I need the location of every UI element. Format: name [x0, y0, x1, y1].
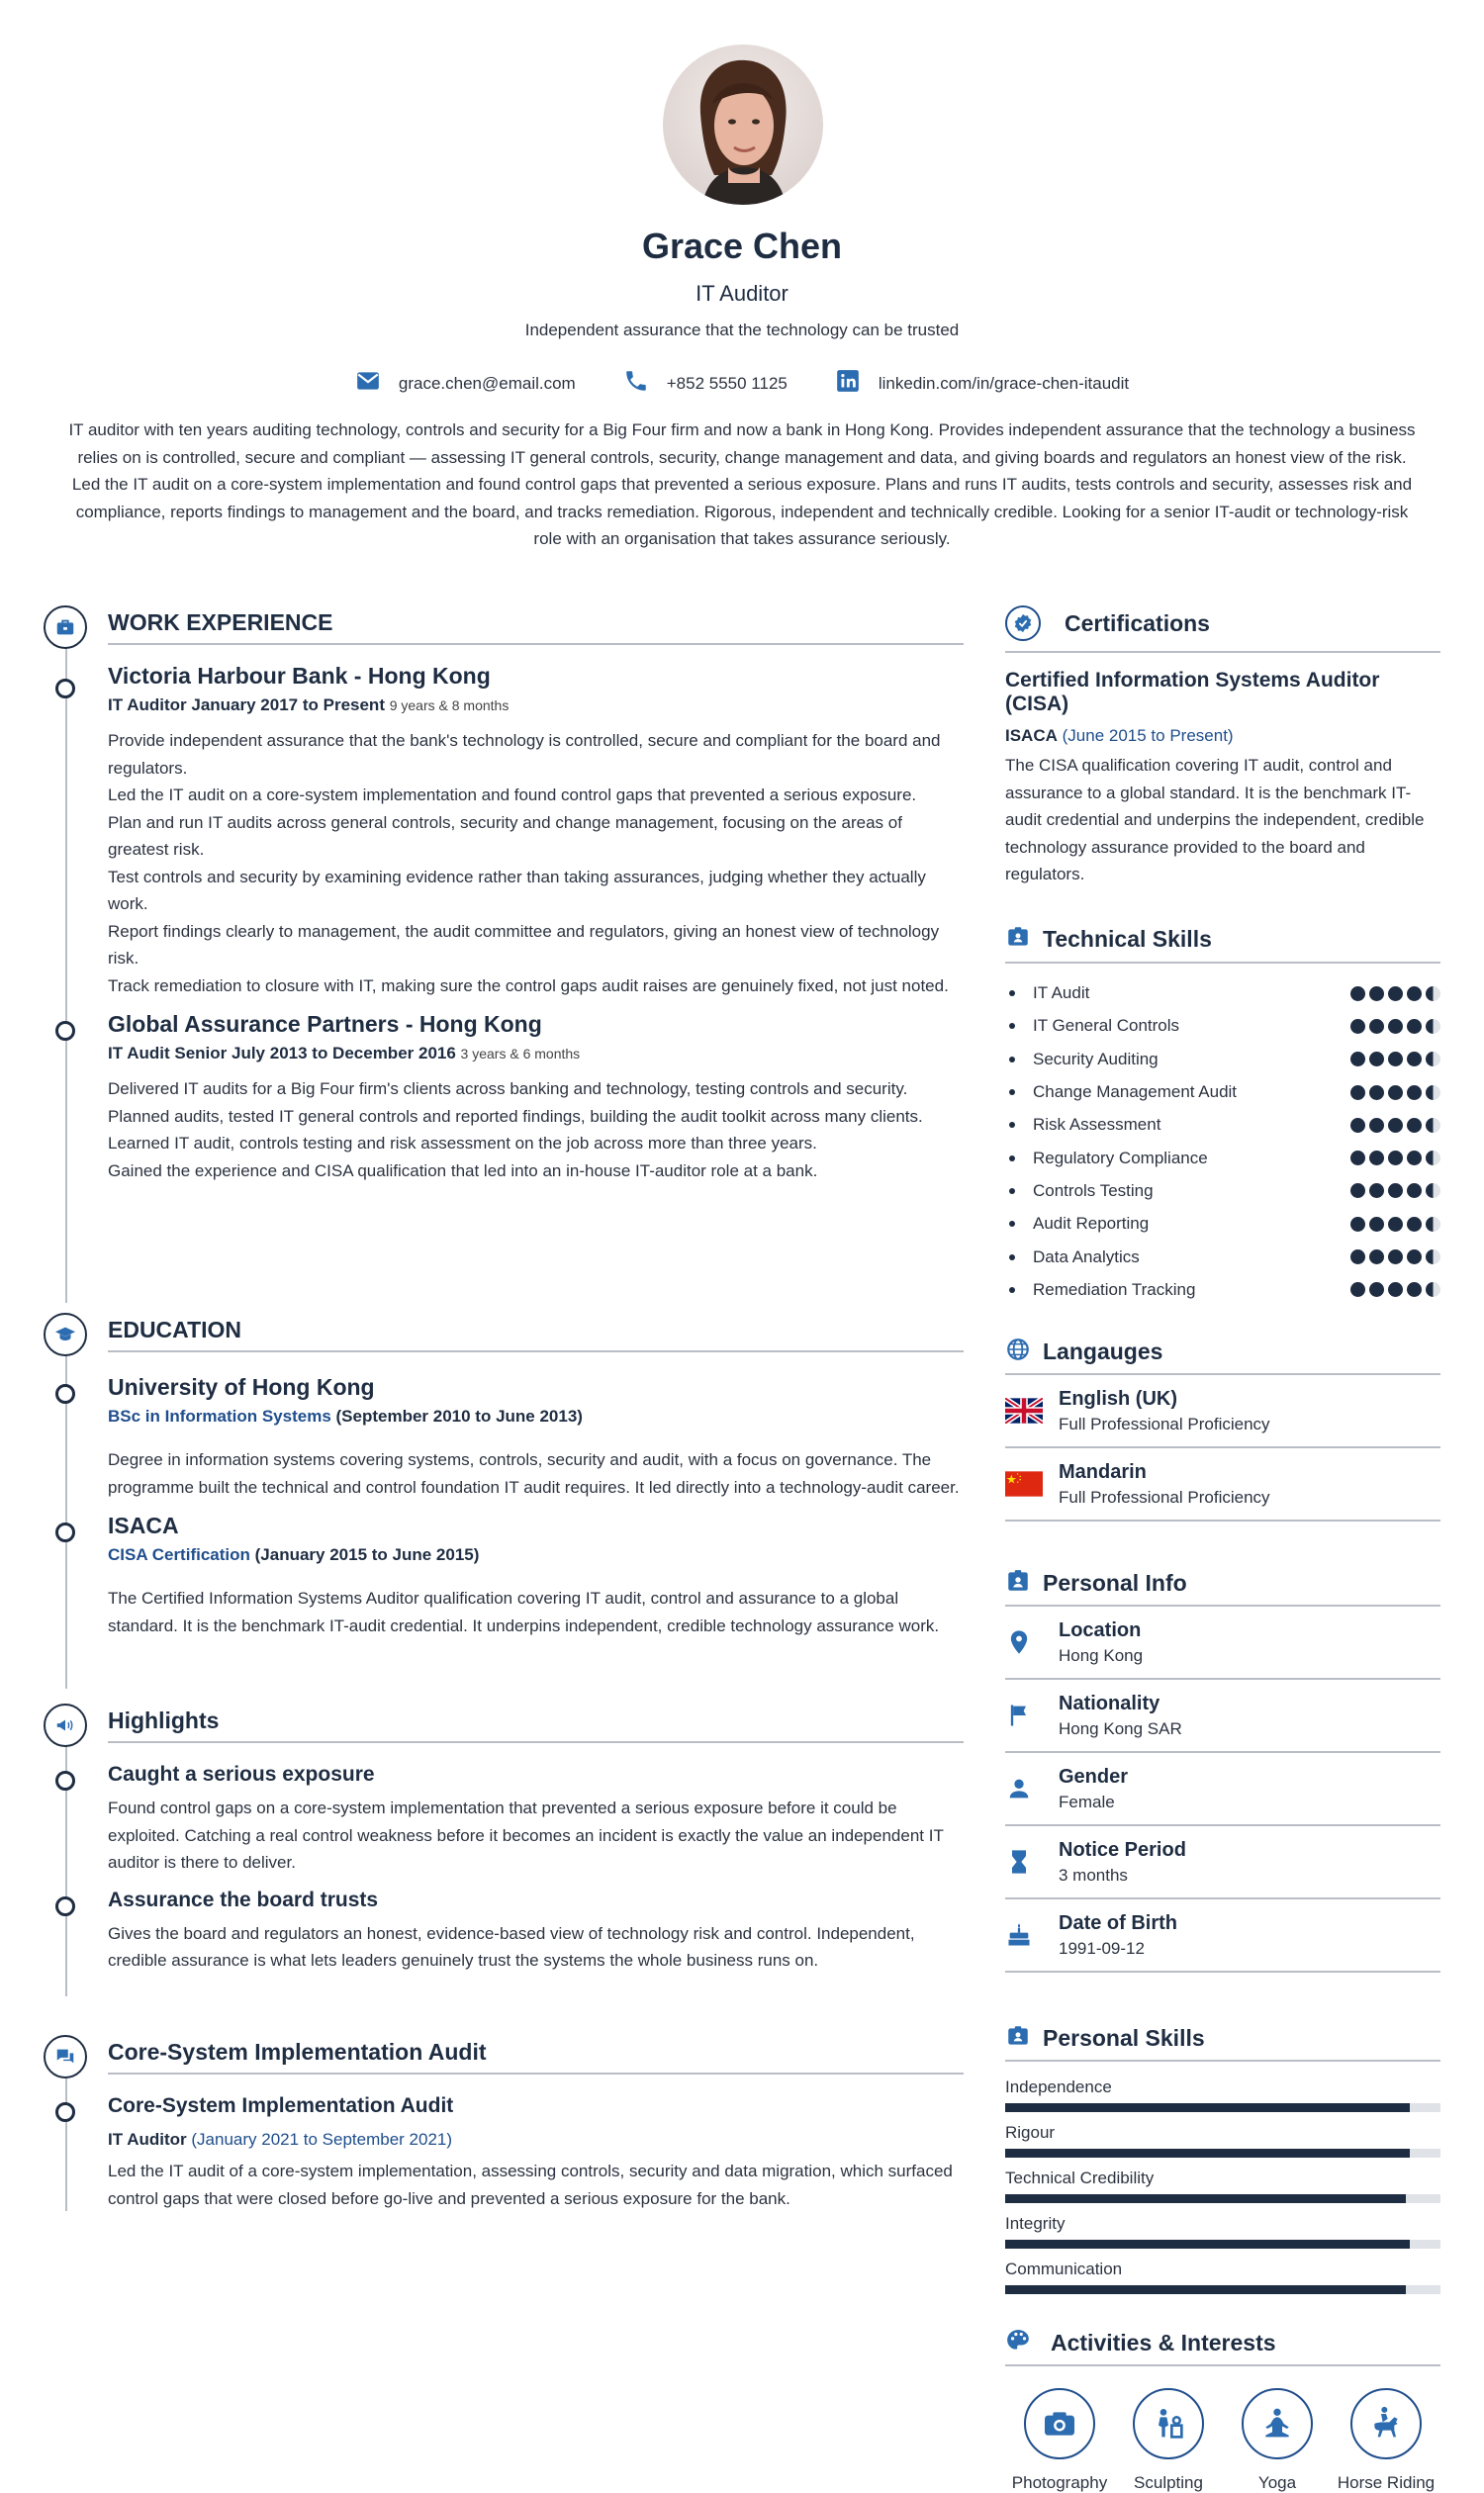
skill-rating: [1350, 1052, 1440, 1066]
personal-skill-bar: [1005, 2149, 1440, 2158]
skill-name: IT Audit: [1005, 983, 1089, 1003]
school-name: University of Hong Kong: [108, 1374, 375, 1400]
education-entry: [44, 1513, 964, 1639]
language-name: Mandarin: [1059, 1460, 1147, 1483]
skill-name: Audit Reporting: [1005, 1214, 1149, 1234]
uk-flag-icon: [1005, 1398, 1043, 1424]
skill-item: [1005, 1142, 1440, 1174]
project-description: Led the IT audit of a core-system implementation, assessing controls, security and data migration, which surfaced control gaps that were closed before go-live and prevented a serious exposure for the bank.: [108, 2162, 953, 2208]
left-column: [44, 601, 964, 2229]
info-label: Date of Birth: [1059, 1911, 1177, 1934]
personal-info-section: [1005, 1561, 1440, 1973]
technical-skills-list: [1005, 977, 1440, 1307]
badge-check-icon: [1005, 605, 1041, 641]
skill-item: [1005, 1241, 1440, 1273]
info-value: 3 months: [1059, 1865, 1128, 1885]
education-title: EDUCATION: [108, 1317, 242, 1342]
phone-text[interactable]: +852 5550 1125: [666, 373, 788, 393]
rating-dot: [1407, 1249, 1422, 1264]
globe-icon: [1005, 1337, 1043, 1367]
skill-rating: [1350, 1085, 1440, 1100]
job-role: IT Audit Senior: [108, 1044, 228, 1062]
personal-info-item: [1005, 1607, 1440, 1680]
personal-info-title: Personal Info: [1043, 1569, 1187, 1596]
education-section: [44, 1309, 964, 1700]
language-level: Full Professional Proficiency: [1059, 1487, 1270, 1507]
personal-skill-fill: [1005, 2240, 1410, 2249]
activities-title: Activities & Interests: [1051, 2329, 1276, 2355]
rating-dot: [1426, 1052, 1440, 1066]
contact-card-icon: [1005, 1568, 1043, 1599]
rating-dot: [1369, 1052, 1384, 1066]
rating-dot: [1407, 1052, 1422, 1066]
rating-dot: [1369, 1118, 1384, 1133]
job-entry: [44, 663, 964, 999]
skill-item: [1005, 977, 1440, 1010]
activity-item: [1332, 2388, 1440, 2493]
rating-dot: [1407, 1282, 1422, 1297]
job-bullet: Plan and run IT audits across general controls, security and change management, focusing on the areas of greatest risk.: [108, 812, 902, 859]
rating-dot: [1407, 986, 1422, 1001]
job-company: Victoria Harbour Bank - Hong Kong: [108, 663, 491, 689]
yoga-icon: [1242, 2388, 1313, 2459]
highlight-entry: [44, 1763, 964, 1877]
personal-skill-fill: [1005, 2285, 1406, 2294]
contact-phone[interactable]: [623, 368, 788, 399]
linkedin-text[interactable]: linkedin.com/in/grace-chen-itaudit: [878, 373, 1130, 393]
skill-item: [1005, 1208, 1440, 1241]
info-value: Hong Kong SAR: [1059, 1718, 1182, 1738]
personal-skill-bar: [1005, 2240, 1440, 2249]
contact-email[interactable]: [355, 368, 576, 399]
profile-summary: IT auditor with ten years auditing technology, controls and security for a Big Four firm and now a bank in Hong Kong. Provides independent assurance that the technology a business relies on is controlled, secure and compliant — assessing IT general controls, security, change management and data, and giving boards and regulators an honest view of the risk. Led the IT audit on a core-system implementation and found control gaps that prevented a serious exposure. Plans and runs IT audits, tests controls and security, assesses risk and compliance, reports findings to management and the board, and tracks remediation. Rigorous, independent and technically credible. Looking for a senior IT-audit or technology-risk role with an organisation that takes assurance seriously.: [68, 420, 1416, 548]
skill-item: [1005, 1010, 1440, 1043]
highlight-description: Found control gaps on a core-system implementation that prevented a serious exposure before it could be exploited. Catching a real control weakness before it becomes an incident is exactly the value an independent IT auditor is there to deliver.: [108, 1799, 944, 1872]
personal-info-item: [1005, 1680, 1440, 1753]
technical-skills-title: Technical Skills: [1043, 926, 1212, 952]
languages-section: [1005, 1330, 1440, 1522]
personal-skill-item: [1005, 2214, 1440, 2260]
education-entry: [44, 1374, 964, 1501]
palette-icon: [1005, 2328, 1043, 2358]
hourglass-icon: [1005, 1848, 1033, 1876]
rating-dot: [1369, 1249, 1384, 1264]
activity-item: [1223, 2388, 1332, 2493]
personal-skill-fill: [1005, 2103, 1410, 2112]
job-bullet: Gained the experience and CISA qualification that led into an in-house IT-auditor role at a bank.: [108, 1160, 818, 1180]
activity-label: Photography: [1011, 2473, 1108, 2493]
rating-dot: [1350, 1052, 1365, 1066]
job-duration: 9 years & 8 months: [389, 697, 510, 713]
certification-issuer: ISACA: [1005, 726, 1058, 745]
education-description: Degree in information systems covering systems, controls, security and audit, with a focus on governance. The programme built the technical and control foundation IT audit requires. It led directly into a technology-audit career.: [108, 1450, 960, 1497]
certifications-title: Certifications: [1065, 609, 1210, 636]
rating-dot: [1350, 1183, 1365, 1198]
info-value: Hong Kong: [1059, 1645, 1144, 1665]
project-role: IT Auditor: [108, 2130, 187, 2149]
personal-skill-name: Communication: [1005, 2260, 1123, 2279]
certification-dates: (June 2015 to Present): [1062, 726, 1234, 745]
skill-item: [1005, 1109, 1440, 1142]
highlight-entry: [44, 1889, 964, 1975]
work-experience-section: [44, 601, 964, 1309]
rating-dot: [1426, 1249, 1440, 1264]
skill-rating: [1350, 1249, 1440, 1264]
certification-name: Certified Information Systems Auditor (CISA): [1005, 669, 1380, 715]
skill-name: IT General Controls: [1005, 1016, 1179, 1036]
info-label: Gender: [1059, 1765, 1129, 1788]
highlights-section: [44, 1700, 964, 2031]
language-level: Full Professional Proficiency: [1059, 1414, 1270, 1433]
rating-dot: [1350, 986, 1365, 1001]
degree-dates: (January 2015 to June 2015): [254, 1545, 480, 1564]
technical-skills-section: [1005, 918, 1440, 1307]
personal-skills-section: [1005, 2016, 1440, 2305]
school-name: ISACA: [108, 1513, 179, 1538]
language-name: English (UK): [1059, 1387, 1177, 1410]
skill-rating: [1350, 1151, 1440, 1165]
rating-dot: [1407, 1118, 1422, 1133]
rating-dot: [1369, 1282, 1384, 1297]
certifications-section: [1005, 601, 1440, 888]
job-role: IT Auditor: [108, 695, 187, 714]
briefcase-icon: [44, 605, 87, 649]
contact-linkedin[interactable]: [835, 368, 1129, 399]
right-column: [1005, 601, 1440, 2493]
personal-skill-item: [1005, 2260, 1440, 2305]
project-dates: (January 2021 to September 2021): [191, 2130, 453, 2149]
flag-icon: [1005, 1702, 1033, 1729]
personal-skills-list: [1005, 2078, 1440, 2305]
job-company: Global Assurance Partners - Hong Kong: [108, 1011, 542, 1037]
activity-label: Sculpting: [1134, 2473, 1203, 2493]
candidate-name: Grace Chen: [641, 226, 843, 266]
degree-name: CISA Certification: [108, 1545, 250, 1564]
skill-item: [1005, 1174, 1440, 1207]
personal-skill-fill: [1005, 2149, 1410, 2158]
job-bullet: Report findings clearly to management, the audit committee and regulators, giving an honest view of technology risk.: [108, 921, 940, 968]
email-text[interactable]: grace.chen@email.com: [398, 373, 576, 393]
rating-dot: [1407, 1085, 1422, 1100]
degree-dates: (September 2010 to June 2013): [335, 1407, 583, 1426]
activities-list: [1005, 2388, 1440, 2493]
rating-dot: [1426, 1085, 1440, 1100]
job-bullet: Provide independent assurance that the bank's technology is controlled, secure and compliant for the board and regulators.: [108, 731, 941, 778]
info-value: 1991-09-12: [1059, 1938, 1145, 1958]
skill-name: Regulatory Compliance: [1005, 1149, 1208, 1168]
rating-dot: [1426, 986, 1440, 1001]
skill-item: [1005, 1273, 1440, 1306]
info-label: Notice Period: [1059, 1838, 1186, 1861]
job-bullet: Delivered IT audits for a Big Four firm's clients across banking and technology, testing controls and security.: [108, 1079, 908, 1098]
candidate-tagline: Independent assurance that the technology can be trusted: [524, 321, 960, 339]
rating-dot: [1426, 1217, 1440, 1232]
personal-skill-item: [1005, 2169, 1440, 2214]
activity-label: Horse Riding: [1337, 2473, 1436, 2493]
skill-item: [1005, 1043, 1440, 1075]
language-item: [1005, 1448, 1440, 1522]
personal-info-item: [1005, 1826, 1440, 1899]
rating-dot: [1350, 1118, 1365, 1133]
personal-skill-item: [1005, 2078, 1440, 2123]
skill-rating: [1350, 1118, 1440, 1133]
rating-dot: [1388, 1151, 1403, 1165]
skill-name: Change Management Audit: [1005, 1082, 1237, 1102]
personal-skill-bar: [1005, 2194, 1440, 2203]
rating-dot: [1407, 1019, 1422, 1034]
info-label: Location: [1059, 1618, 1142, 1641]
info-label: Nationality: [1059, 1692, 1160, 1714]
rating-dot: [1388, 1019, 1403, 1034]
contact-row: [0, 368, 1484, 399]
skill-name: Data Analytics: [1005, 1247, 1140, 1267]
highlight-title: Caught a serious exposure: [108, 1763, 375, 1786]
job-bullet: Test controls and security by examining evidence rather than taking assurances, judging whether they actually work.: [108, 867, 926, 913]
skill-item: [1005, 1075, 1440, 1108]
highlight-description: Gives the board and regulators an honest, evidence-based view of technology risk and control. Independent, credible assurance is what lets leaders genuinely trust the systems the whole business runs on.: [108, 1923, 915, 1970]
rating-dot: [1407, 1217, 1422, 1232]
rating-dot: [1388, 1118, 1403, 1133]
skill-name: Controls Testing: [1005, 1181, 1154, 1201]
rating-dot: [1407, 1183, 1422, 1198]
id-badge-icon: [1005, 2023, 1043, 2054]
personal-skill-name: Technical Credibility: [1005, 2169, 1155, 2188]
rating-dot: [1388, 986, 1403, 1001]
personal-skill-name: Rigour: [1005, 2123, 1056, 2143]
certification-description: The CISA qualification covering IT audit, control and assurance to a global standard. It is the benchmark IT-audit credential and underpins the independent, credible technology assurance provided to the board and regulators.: [1005, 756, 1425, 883]
personal-skill-bar: [1005, 2103, 1440, 2112]
education-description: The Certified Information Systems Auditor qualification covering IT audit, control and assurance to a global standard. It is the benchmark IT-audit credential. It underpins independent, credible technology assurance work.: [108, 1589, 940, 1635]
rating-dot: [1426, 1282, 1440, 1297]
personal-info-item: [1005, 1899, 1440, 1973]
activities-section: [1005, 2321, 1440, 2493]
highlight-title: Assurance the board trusts: [108, 1888, 379, 1911]
rating-dot: [1350, 1151, 1365, 1165]
job-entry: [44, 1011, 964, 1184]
skill-name: Security Auditing: [1005, 1050, 1159, 1069]
rating-dot: [1407, 1151, 1422, 1165]
activity-label: Yoga: [1257, 2473, 1297, 2493]
project-section-title: Core-System Implementation Audit: [108, 2039, 487, 2065]
candidate-role: IT Auditor: [696, 281, 788, 306]
highlights-title: Highlights: [108, 1708, 220, 1733]
rating-dot: [1426, 1151, 1440, 1165]
degree-name: BSc in Information Systems: [108, 1407, 331, 1426]
rating-dot: [1350, 1085, 1365, 1100]
languages-title: Langauges: [1043, 1338, 1163, 1364]
skill-rating: [1350, 1183, 1440, 1198]
skill-name: Remediation Tracking: [1005, 1280, 1195, 1300]
rating-dot: [1350, 1019, 1365, 1034]
work-experience-title: WORK EXPERIENCE: [108, 609, 333, 635]
personal-skill-item: [1005, 2123, 1440, 2169]
info-value: Female: [1059, 1792, 1115, 1811]
personal-info-item: [1005, 1753, 1440, 1826]
skill-rating: [1350, 1282, 1440, 1297]
job-bullet: Track remediation to closure with IT, making sure the control gaps audit raises are genuinely fixed, not just noted.: [108, 975, 949, 995]
rating-dot: [1388, 1282, 1403, 1297]
rating-dot: [1426, 1118, 1440, 1133]
project-entry: [44, 2094, 964, 2212]
job-dates: July 2013 to December 2016: [232, 1044, 456, 1062]
china-flag-icon: [1005, 1471, 1043, 1497]
personal-skill-bar: [1005, 2285, 1440, 2294]
person-icon: [1005, 1775, 1033, 1802]
phone-icon: [623, 368, 649, 399]
rating-dot: [1388, 1085, 1403, 1100]
job-bullet: Led the IT audit on a core-system implementation and found control gaps that prevented a serious exposure.: [108, 785, 917, 804]
activity-item: [1005, 2388, 1114, 2493]
rating-dot: [1388, 1183, 1403, 1198]
rating-dot: [1426, 1019, 1440, 1034]
rating-dot: [1369, 1183, 1384, 1198]
job-dates: January 2017 to Present: [191, 695, 385, 714]
job-bullet: Learned IT audit, controls testing and risk assessment on the job across more than three years.: [108, 1134, 817, 1153]
rating-dot: [1388, 1249, 1403, 1264]
language-item: [1005, 1375, 1440, 1448]
rating-dot: [1369, 1085, 1384, 1100]
rating-dot: [1388, 1217, 1403, 1232]
project-section: [44, 2031, 964, 2229]
personal-skills-title: Personal Skills: [1043, 2024, 1205, 2051]
project-title: Core-System Implementation Audit: [108, 2094, 454, 2117]
skill-rating: [1350, 1019, 1440, 1034]
rating-dot: [1369, 1217, 1384, 1232]
sculpting-icon: [1133, 2388, 1204, 2459]
skill-rating: [1350, 986, 1440, 1001]
linkedin-icon: [835, 368, 861, 399]
horse-riding-icon: [1350, 2388, 1422, 2459]
email-icon: [355, 368, 381, 399]
activity-item: [1114, 2388, 1223, 2493]
rating-dot: [1369, 1019, 1384, 1034]
id-badge-icon: [1005, 924, 1043, 955]
job-bullet: Planned audits, tested IT general controls and reported findings, building the audit toolkit across many clients.: [108, 1106, 923, 1126]
skill-rating: [1350, 1217, 1440, 1232]
rating-dot: [1350, 1249, 1365, 1264]
graduation-cap-icon: [44, 1313, 87, 1356]
location-pin-icon: [1005, 1628, 1033, 1656]
personal-skill-name: Integrity: [1005, 2214, 1066, 2234]
rating-dot: [1350, 1282, 1365, 1297]
megaphone-icon: [44, 1704, 87, 1747]
rating-dot: [1426, 1183, 1440, 1198]
camera-icon: [1024, 2388, 1095, 2459]
rating-dot: [1350, 1217, 1365, 1232]
skill-name: Risk Assessment: [1005, 1115, 1160, 1135]
rating-dot: [1388, 1052, 1403, 1066]
personal-skill-name: Independence: [1005, 2078, 1112, 2097]
job-duration: 3 years & 6 months: [460, 1046, 581, 1062]
cake-icon: [1005, 1921, 1033, 1949]
rating-dot: [1369, 1151, 1384, 1165]
chat-icon: [44, 2035, 87, 2078]
personal-skill-fill: [1005, 2194, 1406, 2203]
profile-photo: [663, 45, 823, 205]
rating-dot: [1369, 986, 1384, 1001]
